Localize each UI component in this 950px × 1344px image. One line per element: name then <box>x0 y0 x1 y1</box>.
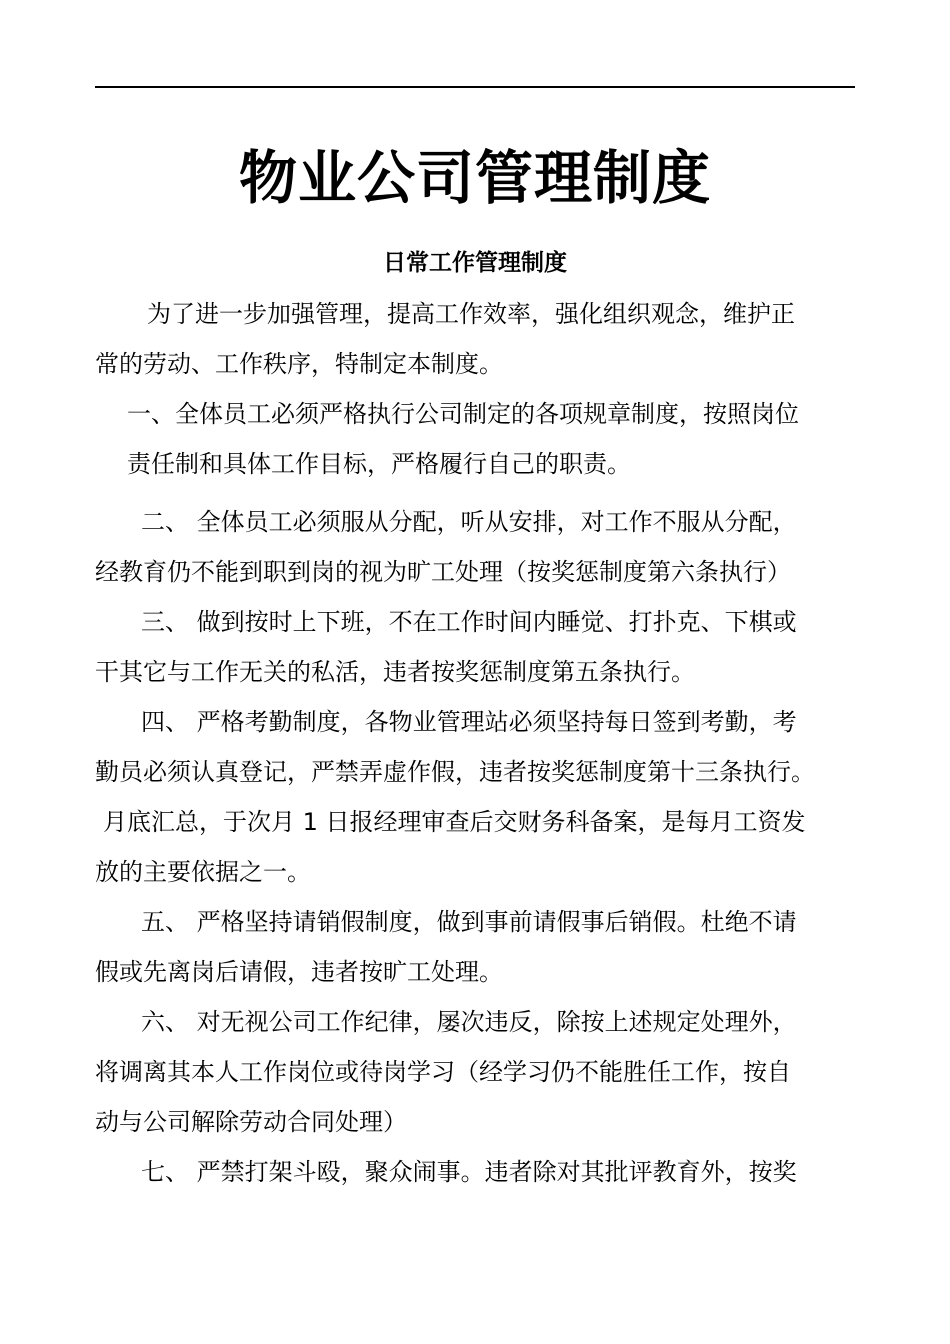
body-line: 二、 全体员工必须服从分配，听从安排，对工作不服从分配， <box>141 508 797 536</box>
body-line: 月底汇总，于次月 1 日报经理审查后交财务科备案，是每月工资发 <box>103 808 806 836</box>
body-line: 五、 严格坚持请销假制度，做到事前请假事后销假。杜绝不请 <box>141 908 797 936</box>
body-line: 勤员必须认真登记，严禁弄虚作假，违者按奖惩制度第十三条执行。 <box>95 758 815 786</box>
body-line: 假或先离岗后请假，违者按旷工处理。 <box>95 958 503 986</box>
document-subtitle: 日常工作管理制度 <box>383 250 567 276</box>
body-line: 动与公司解除劳动合同处理） <box>95 1108 407 1136</box>
body-line: 责任制和具体工作目标，严格履行自己的职责。 <box>127 450 631 478</box>
body-line: 干其它与工作无关的私活，违者按奖惩制度第五条执行。 <box>95 658 695 686</box>
body-line: 经教育仍不能到职到岗的视为旷工处理（按奖惩制度第六条执行） <box>95 558 791 586</box>
body-line: 放的主要依据之一。 <box>95 858 311 886</box>
body-line: 七、 严禁打架斗殴，聚众闹事。违者除对其批评教育外，按奖 <box>141 1158 797 1186</box>
body-line: 四、 严格考勤制度，各物业管理站必须坚持每日签到考勤，考 <box>141 708 797 736</box>
header-rule <box>95 86 855 88</box>
document-title: 物业公司管理制度 <box>238 144 711 212</box>
body-line: 为了进一步加强管理，提高工作效率，强化组织观念，维护正 <box>147 300 795 328</box>
body-line: 六、 对无视公司工作纪律，屡次违反，除按上述规定处理外， <box>141 1008 797 1036</box>
body-line: 常的劳动、工作秩序，特制定本制度。 <box>95 350 503 378</box>
body-line: 一、全体员工必须严格执行公司制定的各项规章制度，按照岗位 <box>127 400 799 428</box>
body-line: 将调离其本人工作岗位或待岗学习（经学习仍不能胜任工作，按自 <box>95 1058 791 1086</box>
body-line: 三、 做到按时上下班，不在工作时间内睡觉、打扑克、下棋或 <box>141 608 797 636</box>
